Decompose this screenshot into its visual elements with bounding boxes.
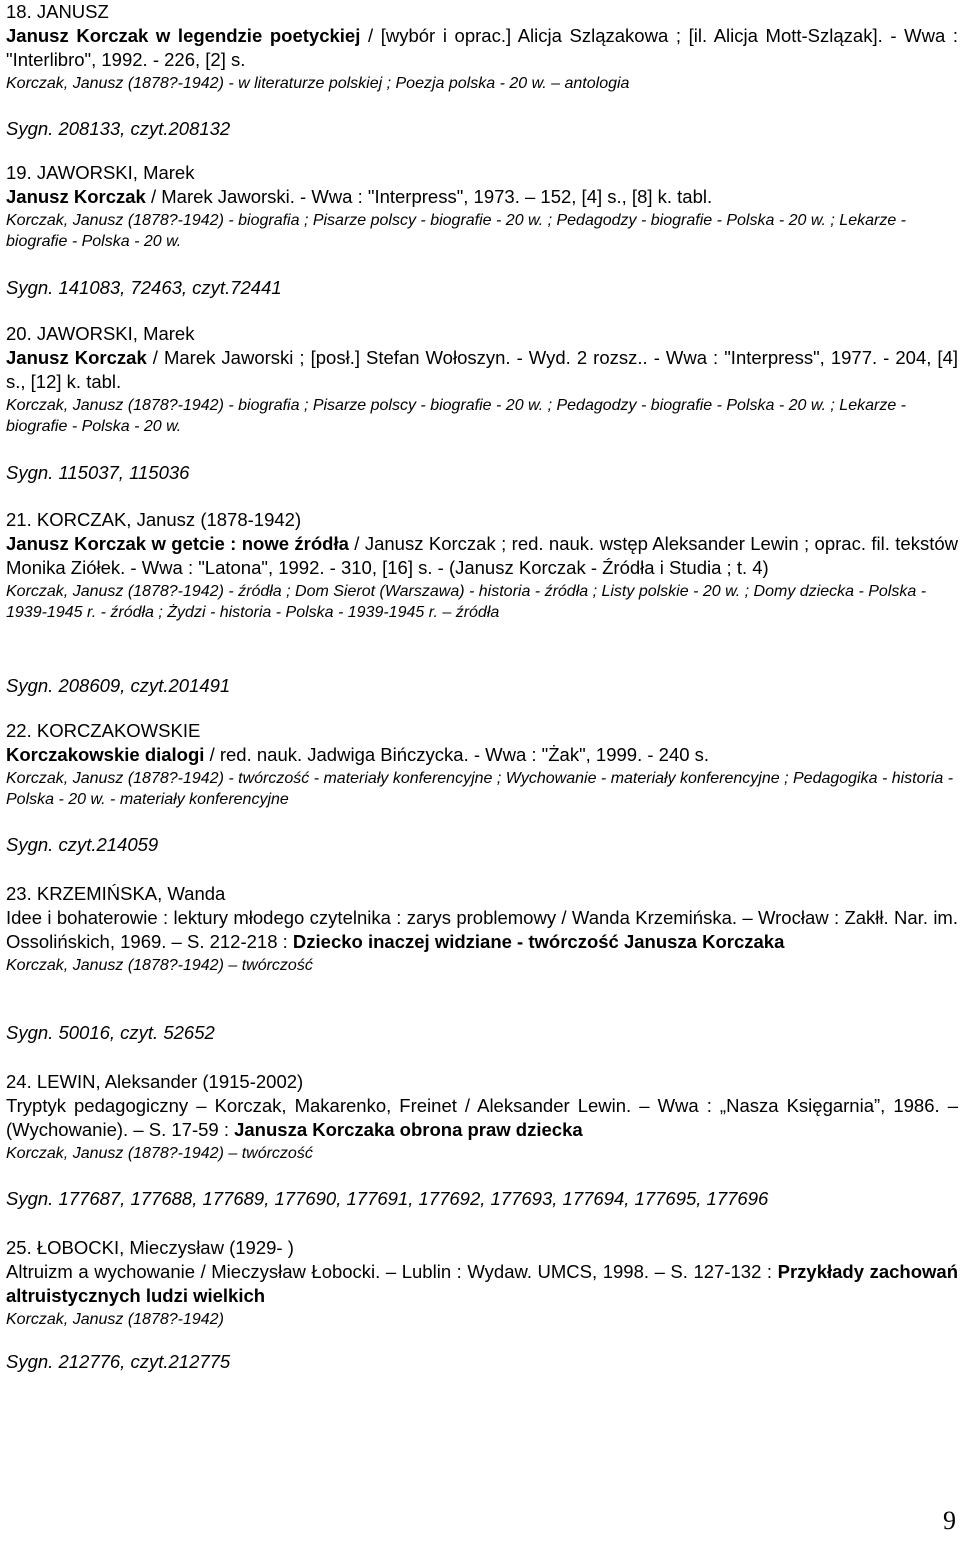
- entry-signature: Sygn. 208133, czyt.208132: [6, 118, 231, 139]
- entry-heading: 23. KRZEMIŃSKA, Wanda: [6, 883, 226, 904]
- entry-heading: 22. KORCZAKOWSKIE: [6, 720, 201, 741]
- entry-heading: 25. ŁOBOCKI, Mieczysław (1929- ): [6, 1237, 294, 1258]
- bibliography-entry-21: [6, 508, 958, 623]
- entry-title: Korczakowskie dialogi: [6, 744, 205, 765]
- bibliography-entry-20: [6, 322, 958, 437]
- bibliography-entry-23: [6, 882, 958, 976]
- entry-subjects: Korczak, Janusz (1878?-1942) - źródła ; Dom Sierot (Warszawa) - historia - źródła ; Listy polskie - 20 w. ; Domy dziecka - Polska - 1939-1945 r. - źródła ; Żydzi - historia - Polska - 1939-1945 r. – źródła: [6, 583, 927, 621]
- entry-heading: 19. JAWORSKI, Marek: [6, 162, 195, 183]
- entry-subjects: Korczak, Janusz (1878?-1942) - twórczość - materiały konferencyjne ; Wychowanie - materiały konferencyjne ; Pedagogika - historia - Polska - 20 w. - materiały konferencyjne: [6, 770, 954, 808]
- entry-details: Altruizm a wychowanie / Mieczysław Łobocki. – Lublin : Wydaw. UMCS, 1998. – S. 127-132 :: [6, 1261, 778, 1282]
- entry-subjects: Korczak, Janusz (1878?-1942) - biografia ; Pisarze polscy - biografie - 20 w. ; Pedagodzy - biografie - Polska - 20 w. ; Lekarze - biografie - Polska - 20 w.: [6, 397, 906, 435]
- entry-description: [6, 1094, 958, 1142]
- entry-details: Tryptyk pedagogiczny – Korczak, Makarenko, Freinet / Aleksander Lewin. – Wwa : „Nasza Księgarnia”, 1986. – (Wychowanie). – S. 17-59 :: [6, 1095, 958, 1140]
- entry-chapter-title: Przykłady zachowań altruistycznych ludzi wielkich: [6, 1261, 958, 1306]
- entry-details: / red. nauk. Jadwiga Bińczycka. - Wwa : "Żak", 1999. - 240 s.: [204, 744, 710, 765]
- entry-heading: 20. JAWORSKI, Marek: [6, 323, 195, 344]
- entry-details: / Marek Jaworski. - Wwa : "Interpress", 1973. – 152, [4] s., [8] k. tabl.: [145, 186, 713, 207]
- entry-subjects: Korczak, Janusz (1878?-1942) - w literaturze polskiej ; Poezja polska - 20 w. – antologia: [6, 75, 630, 92]
- entry-chapter-title: Janusza Korczaka obrona praw dziecka: [234, 1119, 583, 1140]
- entry-title: Janusz Korczak: [6, 186, 146, 207]
- bibliography-entry-25: [6, 1236, 958, 1330]
- entry-signature: Sygn. 50016, czyt. 52652: [6, 1022, 215, 1043]
- entry-signature: Sygn. 115037, 115036: [6, 462, 190, 483]
- entry-title: Janusz Korczak: [6, 347, 147, 368]
- entry-description: [6, 24, 958, 72]
- entry-description: [6, 346, 958, 394]
- entry-signature: Sygn. czyt.214059: [6, 834, 159, 855]
- entry-subjects: Korczak, Janusz (1878?-1942) – twórczość: [6, 1145, 313, 1162]
- bibliography-entry-24: [6, 1070, 958, 1164]
- entry-chapter-title: Dziecko inaczej widziane - twórczość Janusza Korczaka: [292, 931, 785, 952]
- bibliography-entry-18: [6, 0, 958, 94]
- entry-title: Janusz Korczak w legendzie poetyckiej: [6, 25, 361, 46]
- entry-description: [6, 743, 958, 767]
- page-number: 9: [943, 1506, 956, 1535]
- entry-signature: Sygn. 212776, czyt.212775: [6, 1351, 231, 1372]
- entry-details: / Marek Jaworski ; [posł.] Stefan Wołoszyn. - Wyd. 2 rozsz.. - Wwa : "Interpress", 1977. - 204, [4] s., [12] k. tabl.: [6, 347, 958, 392]
- entry-description: [6, 906, 958, 954]
- entry-details: / Janusz Korczak ; red. nauk. wstęp Aleksander Lewin ; oprac. fil. tekstów Monika Ziółek. - Wwa : "Latona", 1992. - 310, [16] s. - (Janusz Korczak - Źródła i Studia ; t. 4): [6, 533, 958, 578]
- entry-details: / [wybór i oprac.] Alicja Szlązakowa ; [il. Alicja Mott-Szlązak]. - Wwa : "Interlibro", 1992. - 226, [2] s.: [6, 25, 958, 70]
- entry-signature: Sygn. 208609, czyt.201491: [6, 675, 231, 696]
- entry-subjects: Korczak, Janusz (1878?-1942) - biografia ; Pisarze polscy - biografie - 20 w. ; Pedagodzy - biografie - Polska - 20 w. ; Lekarze - biografie - Polska - 20 w.: [6, 212, 906, 250]
- entry-title: Janusz Korczak w getcie : nowe źródła: [6, 533, 349, 554]
- entry-details: Idee i bohaterowie : lektury młodego czytelnika : zarys problemowy / Wanda Krzemińska. – Wrocław : Zakłł. Nar. im. Ossolińskich, 1969. – S. 212-218 :: [6, 907, 958, 952]
- entry-description: [6, 532, 958, 580]
- entry-subjects: Korczak, Janusz (1878?-1942): [6, 1311, 224, 1328]
- entry-description: [6, 1260, 958, 1308]
- entry-subjects: Korczak, Janusz (1878?-1942) – twórczość: [6, 957, 313, 974]
- entry-heading: 18. JANUSZ: [6, 1, 109, 22]
- bibliography-entry-22: [6, 719, 958, 810]
- entry-description: [6, 185, 958, 209]
- entry-signature: Sygn. 141083, 72463, czyt.72441: [6, 277, 282, 298]
- entry-heading: 24. LEWIN, Aleksander (1915-2002): [6, 1071, 304, 1092]
- bibliography-entry-19: [6, 161, 958, 252]
- entry-signature: Sygn. 177687, 177688, 177689, 177690, 177691, 177692, 177693, 177694, 177695, 177696: [6, 1188, 769, 1209]
- entry-heading: 21. KORCZAK, Janusz (1878-1942): [6, 509, 302, 530]
